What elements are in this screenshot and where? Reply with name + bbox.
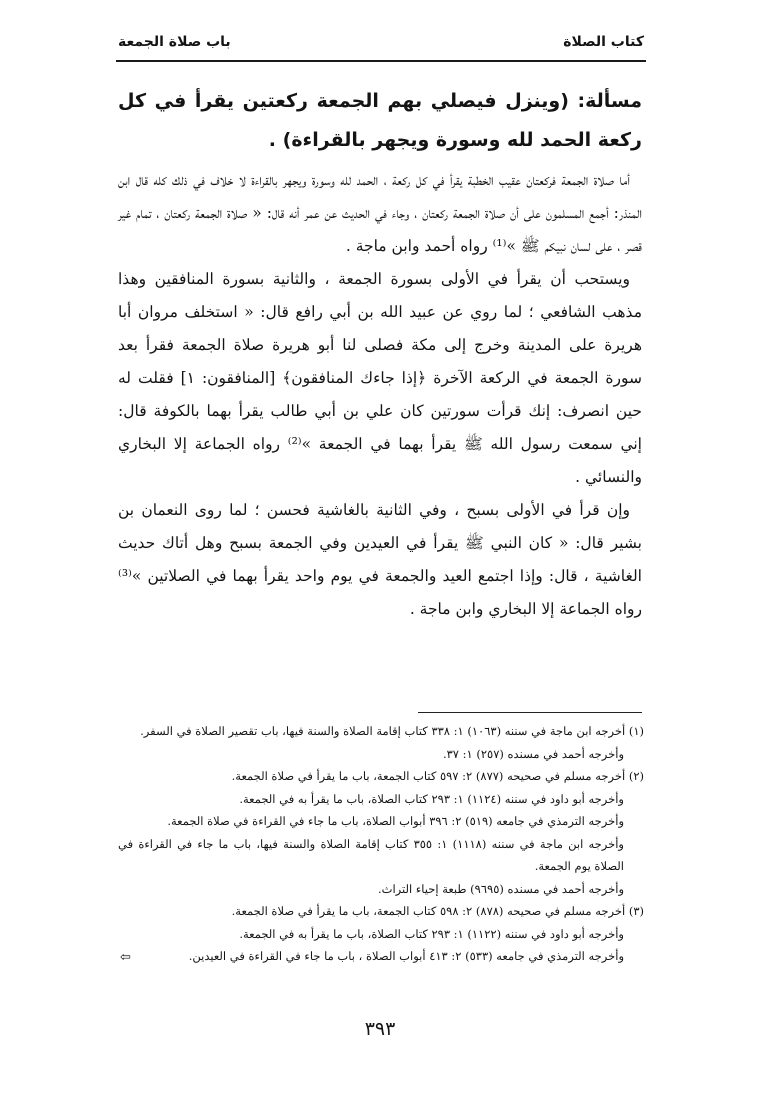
page-number: ٣٩٣ [364, 1018, 396, 1040]
footnote: وأخرجه أبو داود في سننه (١١٢٢) ١: ٢٩٣ كتاب الصلاة، باب ما يقرأ به في الجمعة. [239, 926, 624, 941]
section-title: باب صلاة الجمعة [118, 34, 231, 50]
paragraph: ويستحب أن يقرأ في الأولى بسورة الجمعة ، والثانية بسورة المنافقين وهذا مذهب الشافعي ؛ لما روي عن عبيد الله بن أبي رافع قال: « استخلف مروان أبا هريرة على المدينة وخرج إلى مكة فصلى لنا أبو هريرة صلاة الجمعة فقرأ بعد سورة الجمعة في الركعة الآخرة ﴿إذا جاءك المنافقون﴾ [المنافقون: ١] فقلت له حين انصرف: إنك قرأت سورتين كان علي بن أبي طالب يقرأ بهما بالكوفة قال: إني سمعت رسول الله ﷺ يقرأ بهما في الجمعة »⁽²⁾ رواه الجماعة إلا البخاري والنسائي . [118, 270, 642, 486]
footnote: وأخرجه أحمد في مسنده (٩٦٩٥) طبعة إحياء التراث. [378, 881, 624, 896]
footnotes [118, 720, 644, 968]
footnote-divider [418, 712, 642, 713]
footnote: وأخرجه ابن ماجة في سننه (١١١٨) ١: ٣٥٥ كتاب إقامة الصلاة والسنة فيها، باب ما جاء في القراءة في الصلاة يوم الجمعة. [118, 836, 624, 873]
footnote: وأخرجه الترمذي في جامعه (٥١٩) ٢: ٣٩٦ أبواب الصلاة، باب ما جاء في القراءة في صلاة الجمعة. [167, 814, 624, 828]
footnote: وأخرجه أحمد في مسنده (٢٥٧) ١: ٣٧. [442, 746, 624, 761]
footnote: (١) أخرجه ابن ماجة في سننه (١٠٦٣) ١: ٣٣٨ كتاب إقامة الصلاة والسنة فيها، باب تقصير الصلاة في السفر. [140, 724, 644, 738]
header-divider [116, 60, 646, 62]
footnote: وأخرجه أبو داود في سننه (١١٢٤) ١: ٢٩٣ كتاب الصلاة، باب ما يقرأ به في الجمعة. [239, 791, 624, 806]
footnote: (٣) أخرجه مسلم في صحيحه (٨٧٨) ٢: ٥٩٨ كتاب الجمعة، باب ما يقرأ في صلاة الجمعة. [231, 904, 644, 918]
footnote: (٢) أخرجه مسلم في صحيحه (٨٧٧) ٢: ٥٩٧ كتاب الجمعة، باب ما يقرأ في صلاة الجمعة. [231, 769, 644, 783]
paragraph: أما صلاة الجمعة فركعتان عقيب الخطبة يقرأ في كل ركعة ، الحمد لله وسورة ويجهر بالقراءة لا خلاف في ذلك كله قال ابن المنذر: أجمع المسلمون على أن صلاة الجمعة ركعتان ، وجاء في الحديث عن عمر أنه قال: « صلاة الجمعة ركعتان ، تمام غير قصر ، على لسان نبيكم ﷺ »⁽¹⁾ رواه أحمد وابن ماجة . [118, 171, 642, 255]
running-header [118, 34, 644, 56]
footnote: وأخرجه الترمذي في جامعه (٥٣٣) ٢: ٤١٣ أبواب الصلاة ، باب ما جاء في القراءة في العيدين. [188, 949, 624, 963]
chapter-title: كتاب الصلاة [563, 34, 644, 50]
main-text [118, 82, 642, 626]
issue-heading: مسألة: (وينزل فيصلي بهم الجمعة ركعتين يقرأ في كل ركعة الحمد لله وسورة ويجهر بالقراءة) . [118, 90, 642, 151]
paragraph: وإن قرأ في الأولى بسبح ، وفي الثانية بالغاشية فحسن ؛ لما روى النعمان بن بشير قال: « كان النبي ﷺ يقرأ في العيدين وفي الجمعة بسبح وهل أتاك حديث الغاشية ، قال: وإذا اجتمع العيد والجمعة في يوم واحد يقرأ بهما في الصلاتين »⁽³⁾ رواه الجماعة إلا البخاري وابن ماجة . [118, 501, 642, 618]
continuation-arrow-icon: ⇦ [120, 950, 131, 965]
